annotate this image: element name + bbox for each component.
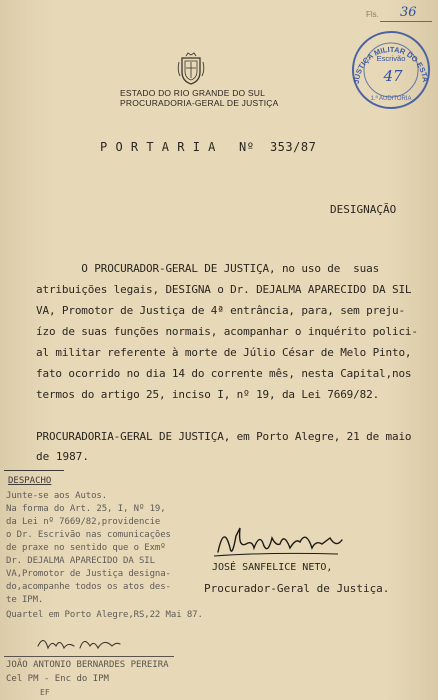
despacho-role: Cel PM - Enc do IPM [6,674,109,684]
signer-title: Procurador-Geral de Justiça. [204,582,390,595]
coat-of-arms-icon [176,52,206,86]
body-line: fato ocorrido no dia 14 do corrente mês, nesta Capital,nos [36,367,412,380]
despacho-line: VA,Promotor de Justiça designa- [6,569,171,579]
despacho-signature-rule [4,656,174,657]
stamp-ring-text: JUSTIÇA MILITAR DO ESTA [351,44,431,85]
org-state-name: ESTADO DO RIO GRANDE DO SUL [120,88,266,98]
despacho-line: Quartel em Porto Alegre,RS,22 Mai 87. [6,610,203,620]
despacho-line: o Dr. Escrivão nas comunicações [6,530,171,540]
stamp-icon [343,24,438,114]
place-date-line: PROCURADORIA-GERAL DE JUSTIÇA, em Porto Alegre, 21 de maio [36,430,412,443]
despacho-line: da Lei nº 7669/82,providencie [6,517,161,527]
despacho-line: Junte-se aos Autos. [6,491,108,501]
body-line: atribuições legais, DESIGNA o Dr. DEJALMA APARECIDO DA SIL [36,283,412,296]
despacho-label: DESPACHO [8,476,52,486]
body-line: termos do artigo 25, inciso I, nº 19, da Lei 7669/82. [36,388,380,401]
handwritten-signature [210,518,350,562]
despacho-line: Dr. DEJALMA APARECIDO DA SIL [6,556,155,566]
stamp-handwritten-number: 47 [383,67,403,85]
folio-label: Fls. [366,10,379,19]
despacho-top-rule [4,470,64,471]
despacho-line: Na forma do Art. 25, I, Nº 19, [6,504,166,514]
org-department-name: PROCURADORIA-GERAL DE JUSTIÇA [120,98,279,108]
signer-name: JOSÉ SANFELICE NETO, [212,562,333,573]
despacho-name: JOÃO ANTONIO BERNARDES PEREIRA [6,660,169,670]
despacho-line: do,acompanhe todos os atos des- [6,582,171,592]
stamp-inner-label: Escrivão [376,54,406,63]
stamp-bottom-text: 1.ª AUDITORIA [370,96,412,102]
despacho-signature [34,632,124,654]
body-line: O PROCURADOR-GERAL DE JUSTIÇA, no uso de suas [36,262,380,275]
folio-underline [380,21,432,22]
despacho-line: te IPM. [6,595,44,605]
place-date-year: de 1987. [36,450,89,463]
portaria-title: P O R T A R I A Nº 353/87 [100,140,317,154]
despacho-line: de praxe no sentido que o Exmº [6,543,166,553]
court-stamp [343,24,438,114]
subject-heading: DESIGNAÇÃO [330,203,397,216]
body-line: VA, Promotor de Justiça de 4ª entrância, para, sem preju- [36,304,405,317]
body-line: al militar referente à morte de Júlio César de Melo Pinto, [36,346,412,359]
folio-number: 36 [400,5,417,20]
bottom-initials: EF [40,688,50,697]
body-line: ízo de suas funções normais, acompanhar o inquérito polici- [36,325,418,338]
